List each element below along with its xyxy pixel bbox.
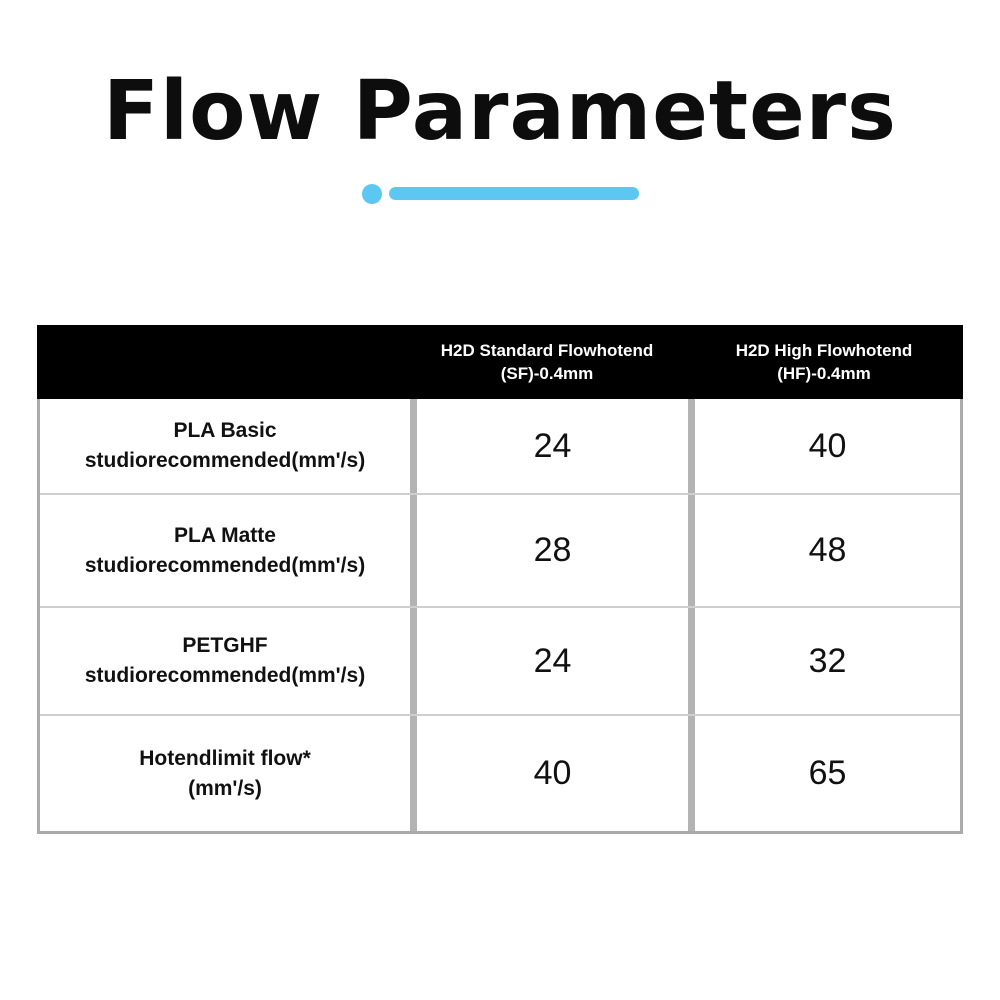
high-flow-value: 40 bbox=[688, 399, 960, 493]
row-label: Hotendlimit flow* (mm'/s) bbox=[139, 746, 311, 800]
standard-flow-value: 24 bbox=[410, 399, 688, 493]
high-flow-value: 65 bbox=[688, 716, 960, 831]
table-row bbox=[40, 495, 960, 608]
table-body bbox=[37, 399, 963, 834]
table-header bbox=[37, 325, 963, 399]
table-row bbox=[40, 608, 960, 716]
standard-flow-value: 28 bbox=[410, 495, 688, 606]
header-high-flow-hotend: H2D High Flowhotend (HF)-0.4mm bbox=[735, 341, 913, 383]
row-label: PLA Basic studiorecommended(mm'/s) bbox=[84, 419, 366, 472]
high-flow-value: 32 bbox=[688, 608, 960, 714]
row-label: PLA Matte studiorecommended(mm'/s) bbox=[84, 523, 366, 577]
high-flow-value: 48 bbox=[688, 495, 960, 606]
flow-parameters-table bbox=[37, 325, 963, 834]
standard-flow-value: 40 bbox=[410, 716, 688, 831]
accent-dot bbox=[362, 184, 382, 204]
row-label: PETGHF studiorecommended(mm'/s) bbox=[84, 634, 366, 687]
table-row bbox=[40, 716, 960, 831]
accent-underline bbox=[389, 187, 639, 200]
standard-flow-value: 24 bbox=[410, 608, 688, 714]
header-empty-cell bbox=[37, 325, 409, 399]
table-row bbox=[40, 399, 960, 495]
header-standard-flow-hotend: H2D Standard Flowhotend (SF)-0.4mm bbox=[440, 341, 654, 383]
page-title: Flow Parameters bbox=[103, 64, 897, 159]
